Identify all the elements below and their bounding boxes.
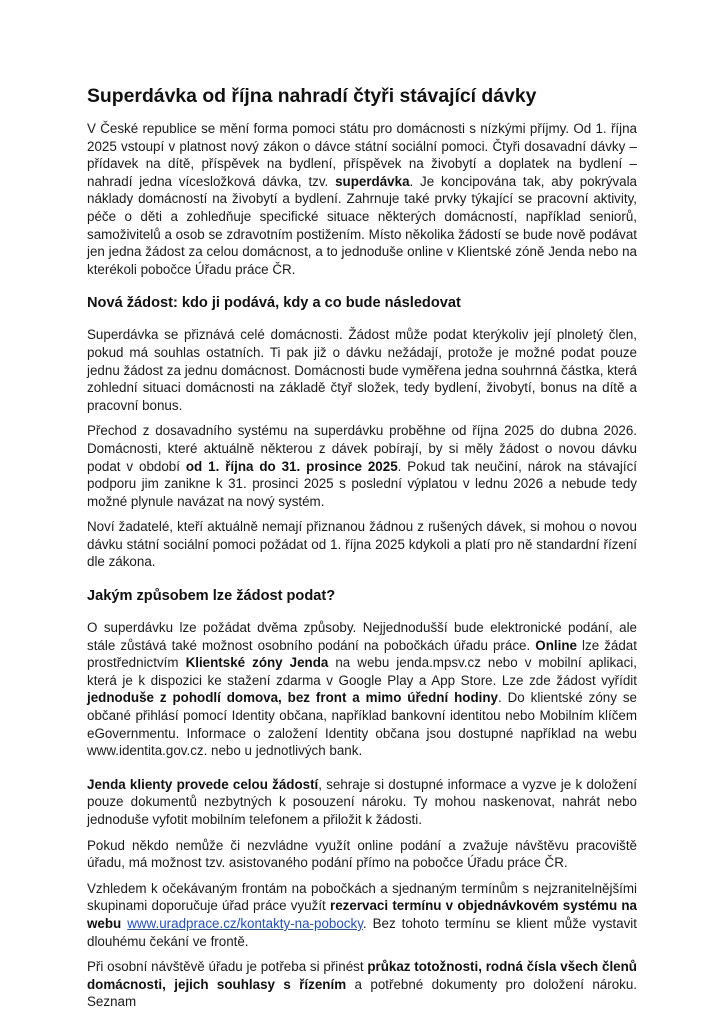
bold-from-home: jednoduše z pohodlí domova, bez front a mimo úřední hodiny	[87, 690, 498, 706]
paragraph-two-ways: O superdávku lze požádat dvěma způsoby. Nejjednodušší bude elektronické podání, ale stále zůstává také možnost osobního podání na pobočkách úřadu práce. Online lze žádat prostřednictvím Klientské zóny Jenda na webu jenda.mpsv.cz nebo v mobilní aplikaci, která je k dispozici ke stažení zdarma v Google Play a App Store. Lze zde žádost vyřídit jednoduše z pohodlí domova, bez front a mimo úřední hodiny. Do klientské zóny se občané přihlásí pomocí Identity občana, například bankovní identitou nebo Mobilním klíčem eGovernmentu. Informace o založení Identity občana jsou dostupné například na webu www.identita.gov.cz. nebo u jednotlivých bank.	[87, 620, 637, 759]
bold-jenda-zone: Klientské zóny Jenda	[185, 655, 329, 671]
document-page	[87, 84, 637, 1011]
uradprace-link[interactable]: www.uradprace.cz/kontakty-na-pobocky	[127, 915, 363, 931]
bold-documents-needed: průkaz totožnosti, rodná čísla všech členů domácnosti, jejich souhlasy s řízením	[87, 959, 637, 992]
bold-superdavka: superdávka	[335, 173, 410, 189]
bold-jenda-guides: Jenda klienty provede celou žádostí	[87, 776, 319, 792]
bold-deadline: od 1. října do 31. prosince 2025	[185, 458, 398, 474]
paragraph-personal-visit: Při osobní návštěvě úřadu je potřeba si přinést průkaz totožnosti, rodná čísla všech členů domácnosti, jejich souhlasy s řízením a potřebné dokumenty pro doložení nároku. Seznam	[87, 959, 638, 1010]
paragraph-jenda-guides: Jenda klienty provede celou žádostí, sehraje si dostupné informace a vyzve je k doložení pouze dokumentů nezbytných k posouzení nároku. Ty mohou naskenovat, nahrát nebo jednoduše vyfotit mobilním telefonem a přiložit k žádosti.	[87, 776, 638, 827]
paragraph-new-applicants: Noví žadatelé, kteří aktuálně nemají přiznanou žádnou z rušených dávek, si mohou o novou dávku státní sociální pomoci požádat od 1. října 2025 kdykoli a platí pro ně standardní řízení dle zákona.	[87, 519, 637, 570]
intro-paragraph: V České republice se mění forma pomoci státu pro domácnosti s nízkými příjmy. Od 1. října 2025 vstoupí v platnost nový zákon o dávce státní sociální pomoci. Čtyři dosavadní dávky – přídavek na dítě, příspěvek na bydlení, příspěvek na živobytí a doplatek na bydlení – nahradí jedna vícesložková dávka, tzv. superdávka. Je koncipována tak, aby pokrývala náklady domácností na živobytí a bydlení. Zahrnuje také prvky týkající se pracovní aktivity, péče o děti a zohledňuje specifické situace některých domácností, například seniorů, samoživitelů a osob se zdravotním postižením. Místo několika žádostí se bude nově podávat jen jedna žádost za celou domácnost, a to jednoduše online v Klientské zóně Jenda nebo na kterékoli pobočce Úřadu práce ČR.	[87, 121, 637, 277]
paragraph-reservation: Vzhledem k očekávaným frontám na pobočkách a sjednaným termínům s nejzranitelnějšími skupinami doporučuje úřad práce využít rezervaci termínu v objednávkovém systému na webu www.uradprace.cz/kontakty-na-pobocky. Bez tohoto termínu se klient může vystavit dlouhému čekání ve frontě.	[87, 880, 637, 949]
bold-online: Online	[535, 637, 577, 653]
section-heading-new-application: Nová žádost: kdo ji podává, kdy a co bude následovat	[87, 295, 461, 312]
section-heading-how-to-apply: Jakým způsobem lze žádost podat?	[87, 588, 336, 605]
document-title: Superdávka od října nahradí čtyři stávající dávky	[87, 85, 537, 107]
paragraph-assisted: Pokud někdo nemůže či nezvládne využít online podání a zvažuje návštěvu pracoviště úřadu, má možnost tzv. asistovaného podání přímo na pobočce Úřadu práce ČR.	[87, 837, 637, 871]
paragraph-transition: Přechod z dosavadního systému na superdávku proběhne od října 2025 do dubna 2026. Domácnosti, které aktuálně některou z dávek pobírají, by si měly žádost o novou dávku podat v období od 1. října do 31. prosince 2025. Pokud tak neučiní, nárok na stávající podporu jim zanikne k 31. prosinci 2025 s poslední výplatou v lednu 2026 a nebude tedy možné plynule navázat na nový systém.	[87, 423, 638, 509]
paragraph-household: Superdávka se přiznává celé domácnosti. Žádost může podat kterýkoliv její plnoletý člen, pokud má souhlas ostatních. Ti pak již o dávku nežádají, protože je možné podat pouze jednu žádost za jednu domácnost. Domácnosti bude vyměřena jedna souhrnná částka, která zohlední situaci domácnosti na základě čtyř složek, tedy bydlení, živobytí, bonus na dítě a pracovní bonus.	[87, 327, 637, 413]
bold-reservation: rezervaci termínu v objednávkovém systému na webu	[87, 898, 637, 931]
